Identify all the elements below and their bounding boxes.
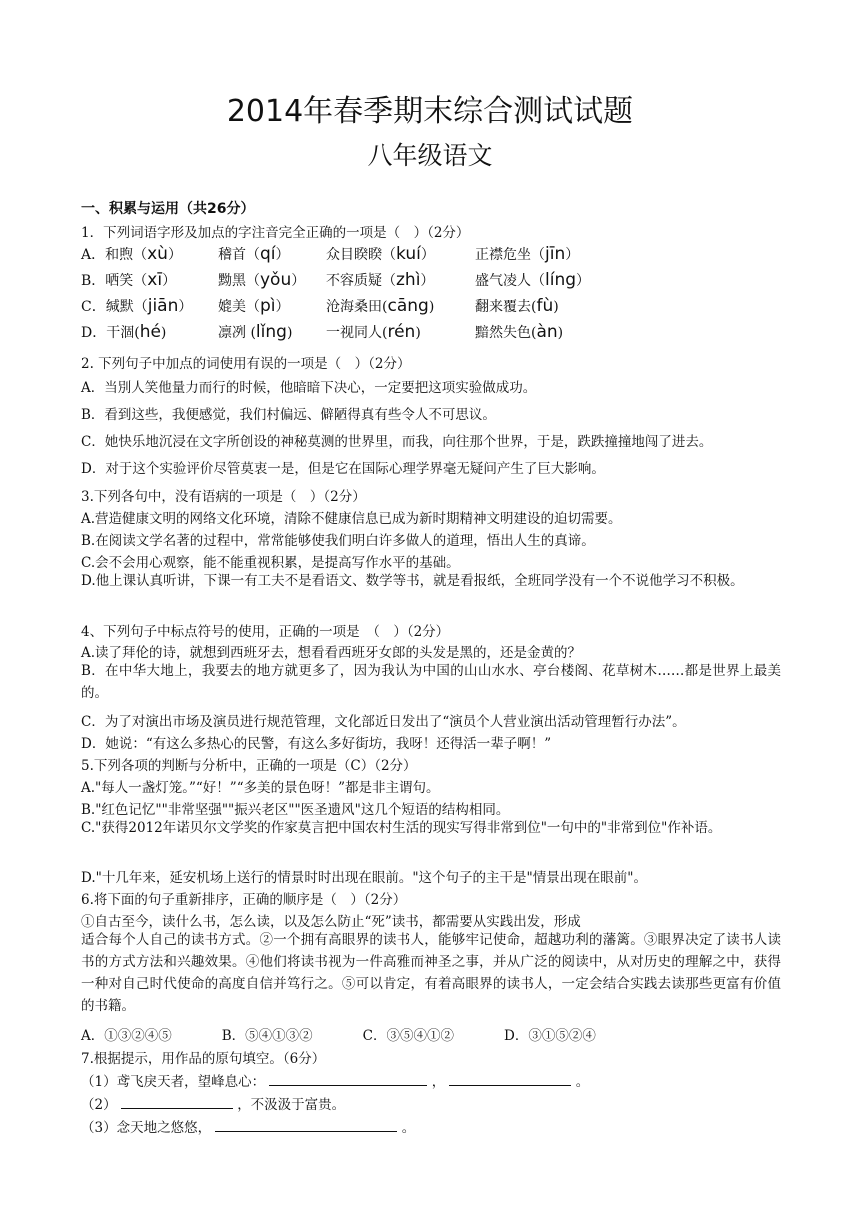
question-7-item-2: （2） ，不汲汲于富贵。 — [81, 1093, 345, 1113]
question-2-option-a: A．当別人笑他量力而行的时候，他暗暗下决心，一定要把这项实验做成功。 — [81, 380, 537, 396]
page-subtitle: 八年级语文 — [367, 141, 493, 170]
question-3-stem: 3.下列各句中，没有语病的一项是（ ）（2分） — [81, 489, 366, 505]
section-heading: 一、积累与运用（共26分） — [81, 201, 255, 217]
question-7-item-1: （1）鸢飞戾天者，望峰息心： ， 。 — [81, 1070, 589, 1090]
question-4-option-b: B．在中华大地上，我要去的地方就更多了，因为我认为中国的山山水水、亭台楼阁、花草树木……都是世界上最美的。 — [81, 663, 781, 701]
question-2-option-b: B．看到这些，我便感觉，我们村偏远、僻陋得真有些令人不可思议。 — [81, 407, 496, 423]
question-6-passage: 适合每个人自己的读书方式。②一个拥有高眼界的读书人，能够牢记使命，超越功利的藩篱。③眼界决定了读书人读书的方式方法和兴趣效果。④他们将读书视为一件高雅而神圣之事，并从广泛的阅读中，从对历史的理解之中，获得一种对自己时代使命的高度自信并笃行之。⑤可以肯定，有着高眼界的读书人，一定会结合实践去读那些更富有价值的书籍。 — [81, 932, 781, 1014]
question-6-option-d: D．③①⑤②④ — [504, 1028, 596, 1044]
question-1-option-c-2: 媲美（pì） — [218, 296, 290, 316]
question-4-stem: 4、下列句子中标点符号的使用，正确的一项是 （ ）（2分） — [81, 624, 450, 640]
question-1-option-c-4: 翻来覆去(fù) — [475, 296, 559, 316]
question-5-option-c: C."获得2012年诺贝尔文学奖的作家莫言把中国农村生活的现实写得非常到位"一句中的"非常到位"作补语。 — [81, 820, 722, 836]
question-6-options — [81, 1024, 596, 1044]
question-2-stem: 2. 下列句子中加点的词使用有误的一项是（ ）（2分） — [81, 356, 411, 372]
question-1-option-c-3: 沧海桑田(cāng) — [326, 296, 435, 316]
question-2-option-d: D．对于这个实验评价尽管莫衷一是，但是它在国际心理学界毫无疑问产生了巨大影响。 — [81, 461, 605, 477]
question-2-option-c: C．她快乐地沉浸在文字所创设的神秘莫测的世界里，而我，向往那个世界，于是，跌跌撞撞地闯了进去。 — [81, 434, 713, 450]
question-4-option-a: A.读了拜伦的诗，就想到西班牙去，想看看西班牙女郎的头发是黑的，还是金黄的？ — [81, 645, 582, 661]
page-title: 2014年春季期末综合测试试题 — [226, 94, 634, 129]
question-7-stem: 7.根据提示，用作品的原句填空。（6分） — [81, 1051, 326, 1067]
question-5-option-a: A."每人一盏灯笼。”“好！”“多美的景色呀！”都是非主谓句。 — [81, 780, 440, 796]
question-1-option-d-1: D．干涸(hé) — [81, 322, 167, 342]
answer-blank-3[interactable] — [121, 1094, 233, 1109]
question-6-option-b: B．⑤④①③② — [221, 1028, 313, 1044]
question-3-option-d: D.他上课认真听讲，下课一有工夫不是看语文、数学等书，就是看报纸，全班同学没有一个不说他学习不积极。 — [81, 573, 744, 589]
answer-blank-1[interactable] — [269, 1071, 427, 1086]
question-1-option-a-2: 稽首（qí） — [218, 244, 290, 264]
question-3-option-b: B.在阅读文学名著的过程中，常常能够使我们明白许多做人的道理，悟出人生的真谛。 — [81, 533, 595, 549]
question-1-option-d-3: 一视同人(rén) — [326, 322, 421, 342]
question-1-stem: 1．下列词语字形及加点的字注音完全正确的一项是（ ）（2分） — [81, 225, 470, 241]
answer-blank-2[interactable] — [449, 1071, 571, 1086]
question-5-stem: 5.下列各项的判断与分析中，正确的一项是（C）（2分） — [81, 758, 417, 774]
question-6-option-a: A．①③②④⑤ — [81, 1028, 172, 1044]
question-6-stem: 6.将下面的句子重新排序，正确的顺序是（ ）（2分） — [81, 892, 407, 908]
question-6-line-1: ①自古至今，读什么书，怎么读，以及怎么防止“死”读书，都需要从实践出发，形成 — [81, 914, 581, 930]
question-4-option-d: D．她说：“有这么多热心的民警，有这么多好街坊，我呀！还得活一辈子啊！” — [81, 736, 552, 752]
question-1-option-b-1: B．哂笑（xī） — [81, 270, 177, 290]
question-3-option-a: A.营造健康文明的网络文化环境，清除不健康信息已成为新时期精神文明建设的迫切需要。 — [81, 511, 622, 527]
question-1-option-a-1: A．和煦（xù） — [81, 244, 182, 264]
question-5-option-b: B."红色记忆""非常坚强""振兴老区""医圣遗风"这几个短语的结构相同。 — [81, 802, 510, 818]
question-1-option-b-4: 盛气凌人（líng） — [475, 270, 591, 290]
question-7-item-3: （3）念天地之悠悠， 。 — [81, 1116, 415, 1136]
question-1-option-b-3: 不容质疑（zhì） — [326, 270, 435, 290]
answer-blank-4[interactable] — [215, 1117, 397, 1132]
question-1-option-a-3: 众目睽睽（kuí） — [326, 244, 435, 264]
question-1-option-c-1: C．缄默（jiān） — [81, 296, 193, 316]
question-1-option-d-2: 凛冽 (lǐng) — [218, 322, 293, 342]
question-1-option-a-4: 正襟危坐（jīn） — [475, 244, 580, 264]
question-1-option-b-2: 黝黑（yǒu） — [218, 270, 306, 290]
question-4-option-c: C．为了对演出市场及演员进行规范管理，文化部近日发出了“演员个人营业演出活动管理暂行办法”。 — [81, 714, 686, 730]
question-1-option-d-4: 黯然失色(àn) — [475, 322, 564, 342]
question-6-option-c: C．③⑤④①② — [362, 1028, 455, 1044]
question-3-option-c: C.会不会用心观察，能不能重视积累，是提高写作水平的基础。 — [81, 555, 460, 571]
question-5-option-d: D."十几年来，延安机场上送行的情景时时出现在眼前。"这个句子的主干是"情景出现在眼前"。 — [81, 870, 647, 886]
